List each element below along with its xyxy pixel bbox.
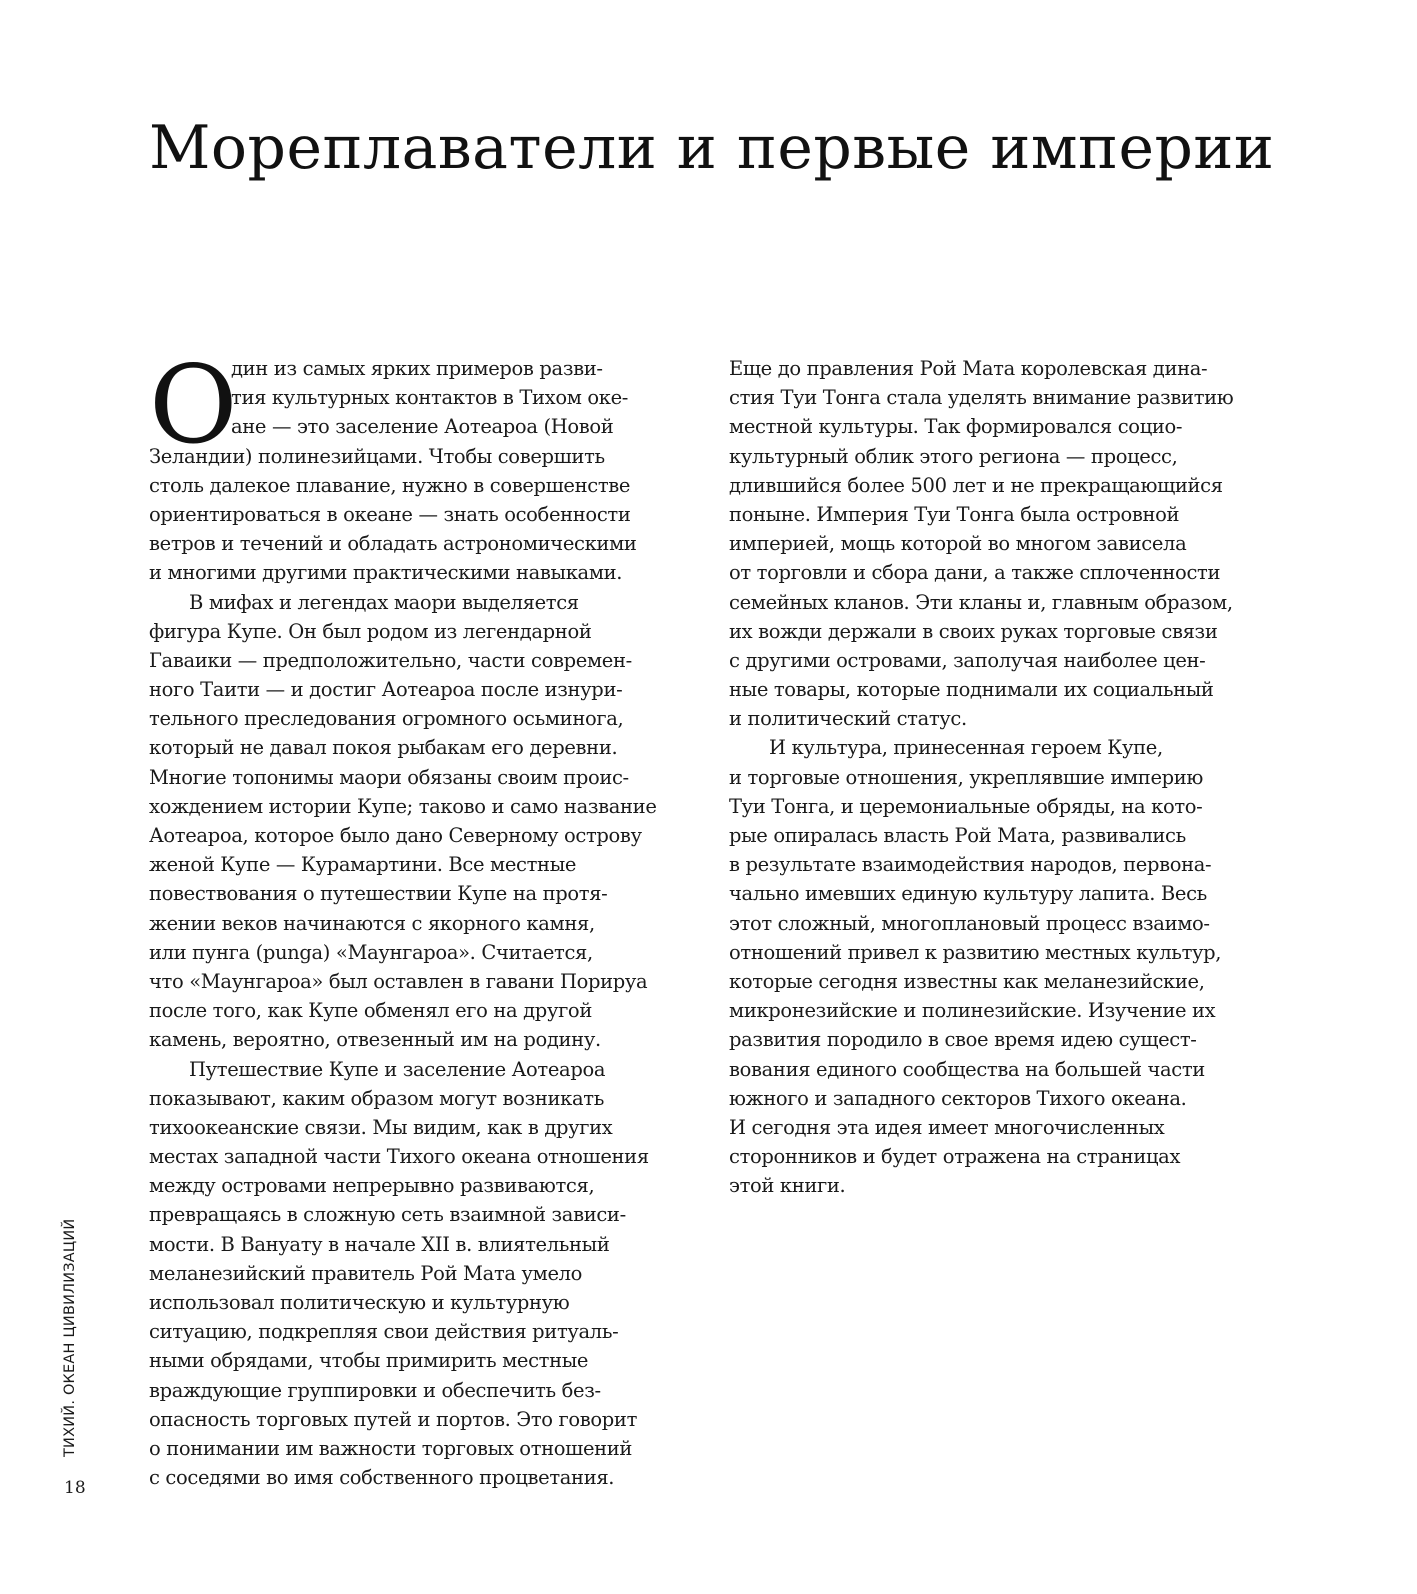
text-line: ситуацию, подкрепляя свои действия ритуаль- <box>149 1320 619 1344</box>
text-line: после того, как Купе обменял его на другой <box>149 999 592 1023</box>
page-number: 18 <box>64 1478 86 1498</box>
text-line: в результате взаимодействия народов, первона- <box>729 853 1212 877</box>
drop-cap: О <box>149 343 238 468</box>
text-line: отношений привел к развитию местных культур, <box>729 940 1222 964</box>
text-line: мости. В Вануату в начале XII в. влиятельный <box>149 1232 610 1256</box>
text-line: Путешествие Купе и заселение Аотеароа <box>189 1057 606 1081</box>
text-line: который не давал покоя рыбакам его деревни. <box>149 736 618 760</box>
text-line: длившийся более 500 лет и не прекращающийся <box>729 473 1223 497</box>
text-line: жении веков начинаются с якорного камня, <box>149 911 595 935</box>
text-line: которые сегодня известны как меланезийские, <box>729 969 1205 993</box>
text-line: Туи Тонга, и церемониальные обряды, на кото- <box>729 794 1203 818</box>
text-line: ане — это заселение Аотеароа (Новой <box>231 415 614 439</box>
text-line: между островами непрерывно развиваются, <box>149 1174 595 1198</box>
text-line: использовал политическую и культурную <box>149 1291 570 1314</box>
text-line: хождением истории Купе; таково и само название <box>149 794 657 818</box>
text-line: повествования о путешествии Купе на протя- <box>149 882 608 906</box>
text-line: их вожди держали в своих руках торговые связи <box>729 619 1218 643</box>
text-line: Гаваики — предположительно, части современ- <box>149 648 632 672</box>
text-line: фигура Купе. Он был родом из легендарной <box>149 619 592 643</box>
text-line: Многие топонимы маори обязаны своим проис- <box>149 765 629 789</box>
text-line: Еще до правления Рой Мата королевская дина- <box>729 357 1208 380</box>
text-line: микронезийские и полинезийские. Изучение их <box>729 999 1216 1023</box>
text-line: семейных кланов. Эти кланы и, главным образом, <box>729 590 1233 614</box>
text-line: столь далекое плавание, нужно в совершенстве <box>149 473 631 497</box>
text-line: тия культурных контактов в Тихом оке- <box>231 386 629 410</box>
text-line: от торговли и сбора дани, а также сплоченности <box>729 561 1221 585</box>
text-line: И сегодня эта идея имеет многочисленных <box>729 1115 1165 1139</box>
text-line: ориентироваться в океане — знать особенности <box>149 502 631 526</box>
text-line: империей, мощь которой во многом зависела <box>729 532 1187 556</box>
text-line: и многими другими практическими навыками. <box>149 561 623 585</box>
text-line: И культура, принесенная героем Купе, <box>769 736 1163 760</box>
text-line: рые опиралась власть Рой Мата, развивались <box>729 824 1186 847</box>
text-line: враждующие группировки и обеспечить без- <box>149 1378 601 1402</box>
text-line: В мифах и легендах маори выделяется <box>189 590 579 614</box>
text-line: дин из самых ярких примеров разви- <box>231 357 603 380</box>
text-line: стия Туи Тонга стала уделять внимание развитию <box>729 386 1234 410</box>
text-line: и политический статус. <box>729 707 967 731</box>
text-line: женой Купе — Курамартини. Все местные <box>149 853 577 877</box>
text-line: развития породило в свое время идею сущест- <box>729 1028 1197 1052</box>
running-head: ТИХИЙ. ОКЕАН ЦИВИЛИЗАЦИЙ <box>62 1218 78 1457</box>
text-line: сторонников и будет отражена на страницах <box>729 1145 1181 1169</box>
text-line: ными обрядами, чтобы примирить местные <box>149 1349 589 1373</box>
text-line: местной культуры. Так формировался социо- <box>729 415 1183 439</box>
text-line: о понимании им важности торговых отношений <box>149 1436 633 1460</box>
text-line: вования единого сообщества на большей части <box>729 1057 1205 1081</box>
text-line: Зеландии) полинезийцами. Чтобы совершить <box>149 444 605 468</box>
text-line: и торговые отношения, укреплявшие империю <box>729 765 1204 789</box>
text-line: Аотеароа, которое было дано Северному острову <box>149 824 642 847</box>
text-line: опасность торговых путей и портов. Это говорит <box>149 1407 638 1431</box>
text-line: превращаясь в сложную сеть взаимной зависи- <box>149 1203 626 1227</box>
text-line: показывают, каким образом могут возникать <box>149 1086 604 1110</box>
text-line: что «Маунгароа» был оставлен в гавани Порируа <box>149 969 648 993</box>
right-column <box>729 354 1277 1200</box>
text-line: тихоокеанские связи. Мы видим, как в других <box>149 1115 613 1139</box>
text-line: с соседями во имя собственного процветания. <box>149 1466 615 1490</box>
text-line: или пунга (punga) «Маунгароа». Считается, <box>149 940 593 964</box>
text-line: чально имевших единую культуру лапита. Весь <box>729 882 1207 906</box>
page-title: Мореплаватели и первые империи <box>149 113 1275 183</box>
text-line: ные товары, которые поднимали их социальный <box>729 678 1214 702</box>
text-line: местах западной части Тихого океана отношения <box>149 1145 649 1169</box>
text-line: камень, вероятно, отвезенный им на родину. <box>149 1028 601 1052</box>
text-line: южного и западного секторов Тихого океана. <box>729 1086 1187 1110</box>
text-line: этот сложный, многоплановый процесс взаимо- <box>729 911 1210 935</box>
text-line: этой книги. <box>729 1174 846 1198</box>
left-column <box>149 343 689 1492</box>
text-line: с другими островами, заполучая наиболее цен- <box>729 648 1206 672</box>
text-line: ного Таити — и достиг Аотеароа после изнури- <box>149 678 623 702</box>
text-line: поныне. Империя Туи Тонга была островной <box>729 502 1180 526</box>
text-line: меланезийский правитель Рой Мата умело <box>149 1261 583 1285</box>
text-line: тельного преследования огромного осьминога, <box>149 707 624 731</box>
text-line: культурный облик этого региона — процесс, <box>729 444 1178 468</box>
text-line: ветров и течений и обладать астрономическими <box>149 532 637 556</box>
